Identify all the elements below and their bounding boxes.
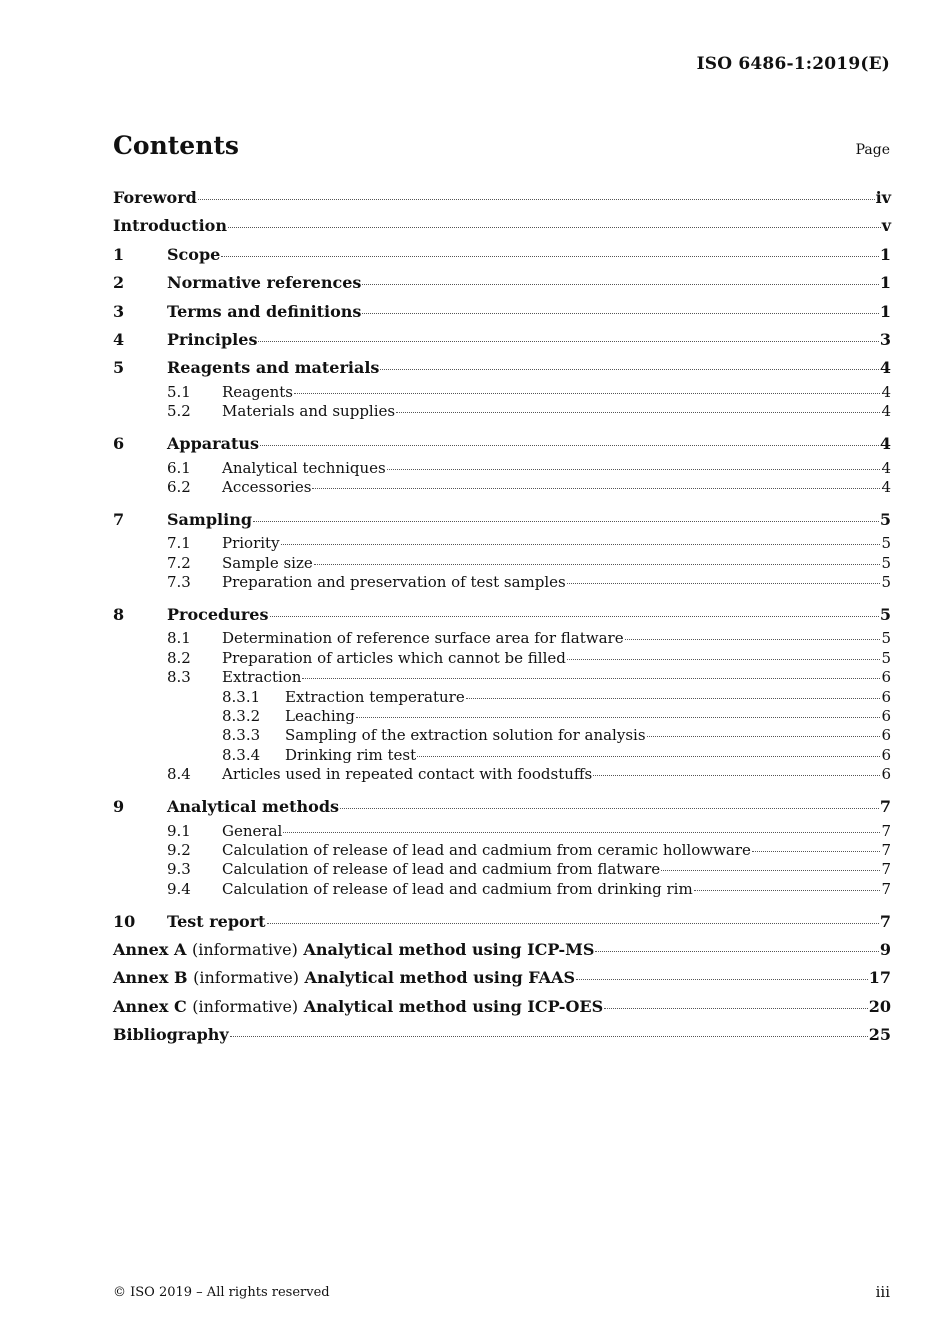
toc-entry-title-text: Test report	[167, 911, 266, 931]
toc-entry-title	[167, 241, 220, 269]
toc-entry[interactable]	[113, 601, 891, 629]
toc-entry-title	[167, 908, 266, 936]
toc-entry[interactable]	[113, 298, 891, 326]
toc-entry-subtitle: Analytical method using ICP-MS	[303, 940, 595, 960]
document-id: ISO 6486-1:2019(E)	[696, 54, 890, 74]
toc-entry-number: 7.2	[167, 553, 191, 572]
toc-entry-page: 9	[879, 940, 891, 960]
toc-entry-page: 6	[881, 765, 891, 784]
toc-entry[interactable]	[113, 478, 891, 497]
toc-entry-title-text: Reagents and materials	[167, 358, 380, 378]
toc-entry-title	[285, 688, 465, 707]
toc-entry-qualifier: (informative)	[191, 940, 298, 960]
toc-entry-page: 4	[881, 458, 891, 477]
toc-entry-page: 4	[879, 358, 891, 378]
toc-entry-number: 6.1	[167, 458, 191, 477]
toc-entry-page: 1	[879, 244, 891, 264]
toc-entry-title-text: Procedures	[167, 605, 269, 625]
toc-entry-title	[222, 459, 386, 478]
toc-entry-title	[222, 860, 660, 879]
toc-entry-page: 5	[879, 509, 891, 529]
toc-entry-page: 4	[879, 434, 891, 454]
toc-entry-number: 9.4	[167, 879, 191, 898]
toc-entry-title	[113, 212, 227, 240]
toc-entry-number: 4	[113, 329, 125, 349]
toc-entry[interactable]	[113, 726, 891, 745]
toc-entry-number: 5.2	[167, 402, 191, 421]
toc-entry-number: 10	[113, 911, 136, 931]
toc-entry-number: 5.1	[167, 382, 191, 401]
toc-entry-title-text: Leaching	[285, 706, 355, 725]
toc-entry[interactable]	[113, 880, 891, 899]
dot-leader	[228, 227, 881, 228]
toc-entry[interactable]	[113, 212, 891, 240]
toc-entry-page: 5	[881, 629, 891, 648]
dot-leader	[625, 639, 881, 640]
toc-entry-page: 20	[868, 996, 891, 1016]
contents-heading: Contents	[113, 131, 240, 160]
toc-entry-title-text: General	[222, 821, 283, 840]
dot-leader	[356, 717, 881, 718]
dot-leader	[230, 1036, 868, 1037]
toc-entry-title	[113, 184, 197, 212]
toc-entry-page: 7	[881, 840, 891, 859]
dot-leader	[387, 469, 881, 470]
toc-entry-number: 8.3.2	[222, 706, 261, 725]
toc-entry-number: 6.2	[167, 477, 191, 496]
toc-entry-page: 6	[881, 745, 891, 764]
toc-entry-title	[285, 707, 355, 726]
dot-leader	[312, 488, 880, 489]
toc-entry[interactable]	[113, 707, 891, 726]
toc-entry-page: 5	[881, 648, 891, 667]
toc-entry-number: 9.2	[167, 840, 191, 859]
toc-entry-page: 7	[879, 797, 891, 817]
toc-entry-title-text: Materials and supplies	[222, 402, 396, 421]
toc-entry-number: 8	[113, 605, 125, 625]
dot-leader	[294, 393, 880, 394]
toc-entry-number: 7	[113, 509, 125, 529]
footer-copyright: © ISO 2019 – All rights reserved	[113, 1285, 330, 1300]
dot-leader	[283, 832, 880, 833]
toc-entry-number: 3	[113, 301, 125, 321]
dot-leader	[595, 951, 878, 952]
toc-entry-title-text: Terms and definitions	[167, 301, 362, 321]
toc-entry-number: 6	[113, 434, 125, 454]
toc-entry-page: 5	[881, 534, 891, 553]
toc-entry-page: 1	[879, 273, 891, 293]
toc-entry[interactable]	[113, 534, 891, 553]
dot-leader	[314, 564, 881, 565]
toc-entry[interactable]	[113, 908, 891, 936]
dot-leader	[647, 736, 881, 737]
toc-entry-page: 7	[881, 879, 891, 898]
dot-leader	[258, 341, 878, 342]
toc-entry-number: 5	[113, 358, 125, 378]
dot-leader	[281, 544, 881, 545]
dot-leader	[340, 808, 879, 809]
dot-leader	[302, 678, 880, 679]
toc-entry-page: 6	[881, 687, 891, 706]
toc-entry-title	[167, 793, 339, 821]
toc-entry-page: iv	[875, 188, 891, 207]
toc-entry-title	[167, 354, 379, 382]
toc-entry-page: 1	[879, 301, 891, 321]
toc-entry[interactable]	[113, 822, 891, 841]
toc-entry-number: 7.1	[167, 534, 191, 553]
toc-entry-number: 8.3	[167, 668, 191, 687]
toc-entry-page: 17	[868, 968, 891, 988]
toc-entry-title	[222, 534, 280, 553]
toc-entry-qualifier: (informative)	[192, 996, 299, 1016]
toc-entry-title	[167, 298, 361, 326]
dot-leader	[567, 583, 881, 584]
toc-entry-title	[167, 430, 259, 458]
toc-entry-title-text: Calculation of release of lead and cadmium from drinking rim	[222, 879, 693, 898]
dot-leader	[221, 256, 879, 257]
toc-entry-title-text: Annex C	[113, 996, 187, 1016]
toc-entry-page: 25	[868, 1025, 891, 1045]
toc-entry[interactable]	[113, 383, 891, 402]
toc-entry-title	[222, 668, 301, 687]
toc-entry-page: 7	[881, 821, 891, 840]
toc-entry[interactable]	[113, 688, 891, 707]
toc-entry[interactable]	[113, 765, 891, 784]
toc-entry-page: 6	[881, 726, 891, 745]
dot-leader	[380, 369, 878, 370]
dot-leader	[752, 851, 881, 852]
toc-entry-title	[222, 880, 693, 899]
toc-entry[interactable]	[113, 860, 891, 879]
toc-entry[interactable]	[113, 629, 891, 648]
toc-entry-title	[222, 649, 566, 668]
dot-leader	[466, 698, 881, 699]
toc-entry-title-text: Calculation of release of lead and cadmium from ceramic hollowware	[222, 840, 751, 859]
toc-entry-title-text: Introduction	[113, 216, 227, 236]
toc-entry-title-text: Determination of reference surface area for flatware	[222, 629, 624, 648]
toc-entry-title-text: Extraction temperature	[285, 687, 465, 706]
dot-leader	[253, 521, 879, 522]
toc-entry-title	[113, 936, 594, 964]
dot-leader	[362, 313, 878, 314]
toc-entry-page: 7	[879, 911, 891, 931]
dot-leader	[576, 979, 868, 980]
dot-leader	[694, 890, 881, 891]
page-column-label: Page	[855, 142, 890, 158]
toc-entry-title	[167, 601, 269, 629]
toc-entry-title-text: Calculation of release of lead and cadmium from flatware	[222, 860, 661, 879]
dot-leader	[661, 870, 880, 871]
toc-entry-title-text: Bibliography	[113, 1025, 229, 1045]
toc-entry-number: 1	[113, 244, 125, 264]
toc-entry-title	[167, 506, 252, 534]
toc-entry-title-text: Foreword	[113, 188, 197, 207]
toc-entry[interactable]	[113, 573, 891, 592]
toc-entry-title-text: Sampling	[167, 509, 253, 529]
toc-entry-title	[113, 993, 603, 1021]
toc-entry-page: 5	[881, 573, 891, 592]
dot-leader	[593, 775, 880, 776]
toc-entry[interactable]	[113, 354, 891, 382]
dot-leader	[267, 923, 879, 924]
toc-entry-number: 8.2	[167, 648, 191, 667]
toc-entry[interactable]	[113, 184, 891, 212]
toc-entry[interactable]	[113, 649, 891, 668]
toc-entry-number: 7.3	[167, 573, 191, 592]
toc-entry-title-text: Sample size	[222, 553, 313, 572]
toc-entry-title-text: Drinking rim test	[285, 745, 417, 764]
toc-entry[interactable]	[113, 841, 891, 860]
toc-entry-qualifier: (informative)	[193, 968, 299, 988]
dot-leader	[362, 284, 878, 285]
toc-entry-title	[222, 629, 624, 648]
toc-entry[interactable]	[113, 506, 891, 534]
toc-entry[interactable]	[113, 554, 891, 573]
toc-entry-title	[285, 746, 416, 765]
toc-entry-number: 8.3.4	[222, 745, 261, 764]
toc-entry-title	[167, 269, 361, 297]
toc-entry-title-text: Sampling of the extraction solution for analysis	[285, 726, 646, 745]
toc-entry-title	[222, 478, 311, 497]
toc-entry-title-text: Analytical methods	[167, 797, 340, 817]
toc-entry-title	[113, 1021, 229, 1049]
toc-entry-title	[222, 841, 751, 860]
toc-entry-title	[167, 326, 257, 354]
dot-leader	[270, 616, 879, 617]
toc-entry-page: 5	[881, 553, 891, 572]
toc-entry-title	[222, 573, 566, 592]
toc-entry-title-text: Scope	[167, 244, 221, 264]
toc-entry[interactable]	[113, 241, 891, 269]
toc-entry[interactable]	[113, 793, 891, 821]
toc-entry-number: 9.3	[167, 860, 191, 879]
toc-entry[interactable]	[113, 936, 891, 964]
toc-entry[interactable]	[113, 964, 891, 992]
toc-entry[interactable]	[113, 1021, 891, 1049]
toc-entry[interactable]	[113, 459, 891, 478]
toc-entry-subtitle: Analytical method using FAAS	[304, 968, 576, 988]
toc-entry-title	[222, 822, 282, 841]
toc-entry-title-text: Reagents	[222, 382, 293, 401]
toc-entry-page: v	[881, 216, 891, 236]
toc-entry-title-text: Normative references	[167, 273, 362, 293]
toc-entry-title	[222, 765, 592, 784]
toc-entry-title-text: Priority	[222, 534, 280, 553]
toc-entry-page: 4	[881, 382, 891, 401]
toc-entry-title-text: Accessories	[222, 477, 312, 496]
toc-entry-title	[113, 964, 575, 992]
toc-entry-page: 6	[881, 668, 891, 687]
table-of-contents	[113, 184, 891, 1050]
dot-leader	[604, 1008, 868, 1009]
footer-page-number: iii	[875, 1283, 890, 1301]
toc-entry-number: 2	[113, 273, 125, 293]
toc-entry-title-text: Apparatus	[167, 434, 259, 454]
toc-entry[interactable]	[113, 668, 891, 687]
toc-entry-page: 5	[879, 605, 891, 625]
toc-entry-subtitle: Analytical method using ICP-OES	[303, 996, 604, 1016]
toc-entry-title-text: Articles used in repeated contact with foodstuffs	[222, 765, 593, 784]
toc-entry[interactable]	[113, 402, 891, 421]
toc-entry-title-text: Annex B	[113, 968, 188, 988]
toc-entry-title	[285, 726, 646, 745]
toc-entry-number: 8.3.1	[222, 687, 261, 706]
toc-entry[interactable]	[113, 993, 891, 1021]
toc-entry[interactable]	[113, 430, 891, 458]
toc-entry-number: 8.3.3	[222, 726, 261, 745]
toc-entry-title-text: Extraction	[222, 668, 302, 687]
toc-entry-title-text: Preparation and preservation of test samples	[222, 573, 566, 592]
toc-entry-title-text: Annex A	[113, 940, 187, 960]
toc-entry-page: 3	[879, 329, 891, 349]
toc-entry-title	[222, 554, 313, 573]
toc-entry-number: 8.1	[167, 629, 191, 648]
toc-entry-title	[222, 383, 293, 402]
toc-entry-page: 4	[881, 402, 891, 421]
toc-entry[interactable]	[113, 269, 891, 297]
dot-leader	[567, 659, 881, 660]
toc-entry-number: 9.1	[167, 821, 191, 840]
dot-leader	[396, 412, 880, 413]
toc-entry-title-text: Principles	[167, 329, 258, 349]
toc-entry-title	[222, 402, 395, 421]
dot-leader	[198, 199, 875, 200]
toc-entry-title-text: Preparation of articles which cannot be filled	[222, 648, 566, 667]
toc-entry-number: 8.4	[167, 765, 191, 784]
toc-entry-page: 4	[881, 477, 891, 496]
toc-entry-number: 9	[113, 797, 125, 817]
toc-entry[interactable]	[113, 746, 891, 765]
dot-leader	[260, 445, 879, 446]
toc-entry-page: 7	[881, 860, 891, 879]
toc-entry[interactable]	[113, 326, 891, 354]
toc-entry-page: 6	[881, 706, 891, 725]
dot-leader	[417, 756, 880, 757]
toc-entry-title-text: Analytical techniques	[222, 458, 386, 477]
